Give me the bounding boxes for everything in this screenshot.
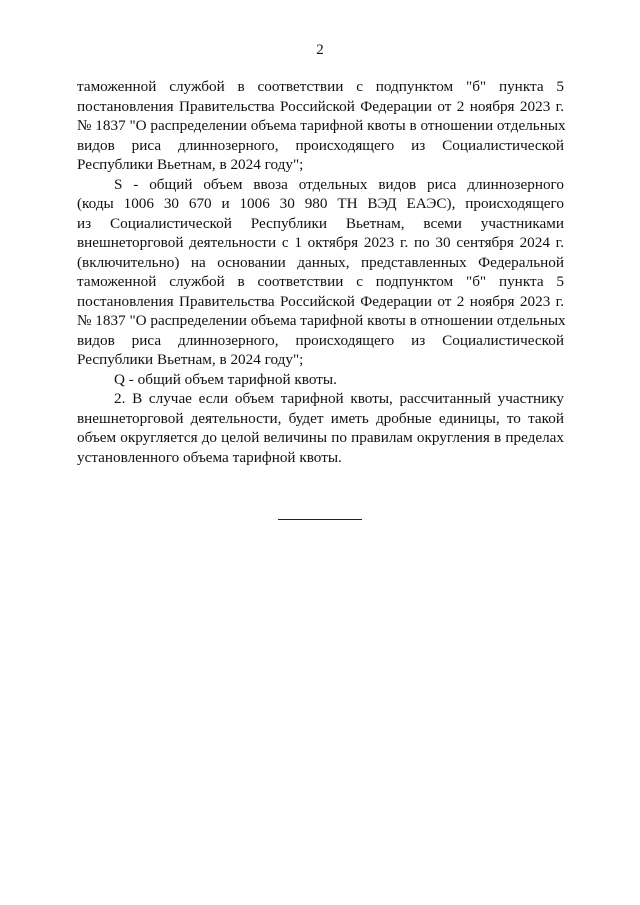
text-line: № 1837 "О распределении объема тарифной квоты в отношении отдельных — [77, 117, 566, 134]
text-line: видов риса длиннозерного, происходящего из Социалистической — [77, 331, 564, 349]
paragraph-s-definition — [77, 175, 564, 370]
text-line: Республики Вьетнам, в 2024 году"; — [77, 351, 304, 368]
text-line: (включительно) на основании данных, представленных Федеральной — [77, 253, 564, 271]
text-line: таможенной службой в соответствии с подпунктом "б" пункта 5 — [77, 273, 564, 290]
paragraph-q-definition — [77, 370, 564, 390]
text-line: Республики Вьетнам, в 2024 году"; — [77, 156, 304, 173]
text-line: постановления Правительства Российской Федерации от 2 ноября 2023 г. — [77, 292, 564, 310]
paragraph-item-2 — [77, 389, 564, 467]
text-line: (коды 1006 30 670 и 1006 30 980 ТН ВЭД ЕАЭС), происходящего — [77, 195, 564, 212]
text-line: S - общий объем ввоза отдельных видов риса длиннозерного — [114, 175, 564, 193]
text-line: из Социалистической Республики Вьетнам, всеми участниками — [77, 214, 564, 232]
text-line: 2. В случае если объем тарифной квоты, рассчитанный участнику — [114, 390, 564, 407]
text-line: постановления Правительства Российской Федерации от 2 ноября 2023 г. — [77, 97, 564, 115]
text-line: Q - общий объем тарифной квоты. — [114, 370, 337, 388]
page-number: 2 — [316, 42, 324, 58]
paragraph-continuation — [77, 77, 564, 175]
end-of-document-rule — [278, 519, 362, 520]
text-line: таможенной службой в соответствии с подпунктом "б" пункта 5 — [77, 78, 564, 95]
document-body — [77, 77, 564, 467]
text-line: № 1837 "О распределении объема тарифной квоты в отношении отдельных — [77, 312, 566, 329]
text-line: установленного объема тарифной квоты. — [77, 448, 342, 466]
text-line: внешнеторговой деятельности с 1 октября 2023 г. по 30 сентября 2024 г. — [77, 234, 564, 251]
text-line: объем округляется до целой величины по правилам округления в пределах — [77, 429, 564, 446]
text-line: внешнеторговой деятельности, будет иметь дробные единицы, то такой — [77, 409, 564, 427]
text-line: видов риса длиннозерного, происходящего из Социалистической — [77, 136, 564, 154]
